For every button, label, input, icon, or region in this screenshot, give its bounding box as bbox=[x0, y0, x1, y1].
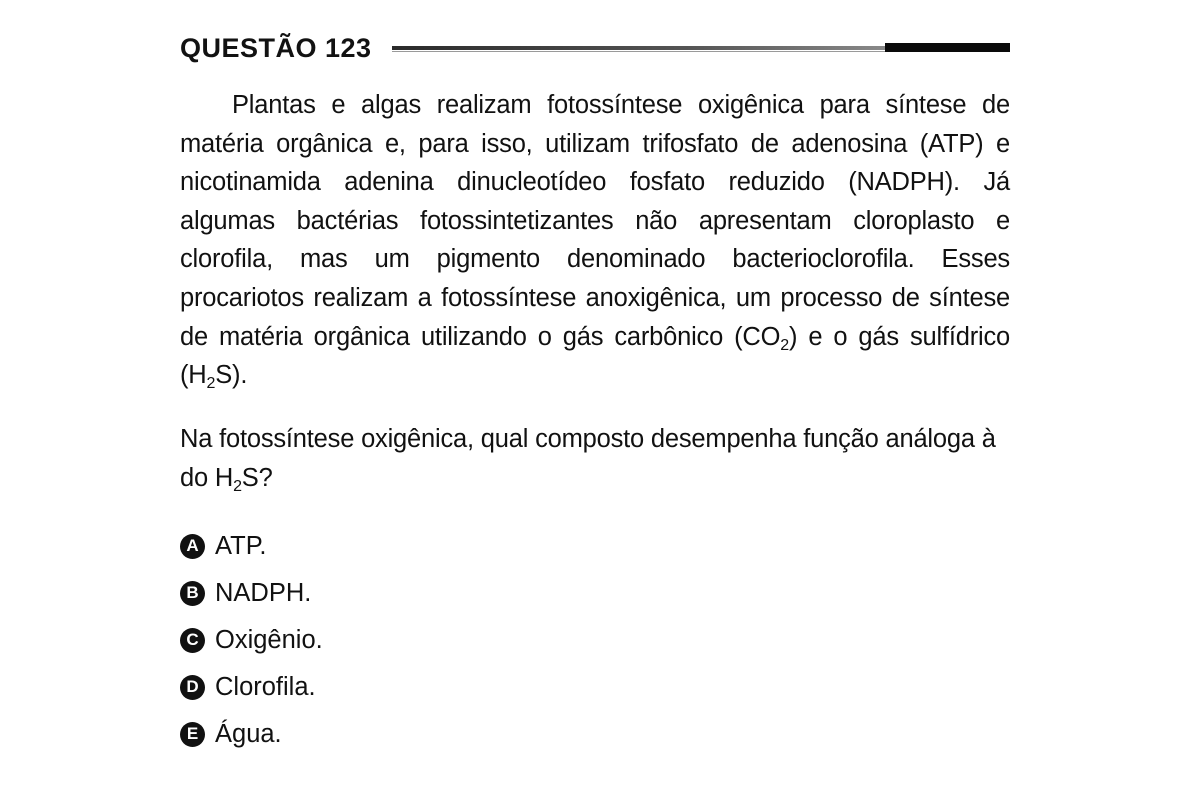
option-e-letter-badge: E bbox=[180, 722, 205, 747]
option-c-letter-badge: C bbox=[180, 628, 205, 653]
subscript-question-h2s: 2 bbox=[233, 477, 242, 495]
question-text-2: S? bbox=[241, 463, 273, 492]
paragraph-text-2: ) e o gás sulfídrico (H bbox=[180, 322, 1010, 390]
option-d-text: Clorofila. bbox=[215, 672, 316, 701]
subscript-h2s: 2 bbox=[206, 375, 216, 393]
option-a-text: ATP. bbox=[215, 531, 267, 560]
header-rule bbox=[392, 41, 1010, 55]
subscript-co2: 2 bbox=[780, 336, 789, 354]
option-b[interactable] bbox=[180, 570, 1010, 617]
option-c-text: Oxigênio. bbox=[215, 625, 323, 654]
option-b-letter-badge: B bbox=[180, 581, 205, 606]
option-c[interactable] bbox=[180, 617, 1010, 664]
header-rule-thin bbox=[392, 46, 890, 50]
exam-question bbox=[180, 28, 1010, 788]
option-a-letter-badge: A bbox=[180, 534, 205, 559]
answer-options bbox=[180, 523, 1010, 758]
option-e[interactable] bbox=[180, 711, 1010, 758]
question-header bbox=[180, 28, 1010, 68]
header-rule-thin-underline bbox=[392, 51, 890, 52]
question-title: QUESTÃO 123 bbox=[180, 32, 372, 63]
option-b-text: NADPH. bbox=[215, 578, 312, 607]
question-text-1: Na fotossíntese oxigênica, qual composto desempenha função análoga à do H bbox=[180, 425, 996, 492]
question-prompt bbox=[180, 420, 1010, 497]
paragraph-text-3: S). bbox=[215, 361, 248, 390]
option-a[interactable] bbox=[180, 523, 1010, 570]
header-rule-thick bbox=[885, 43, 1010, 52]
option-d-letter-badge: D bbox=[180, 675, 205, 700]
option-d[interactable] bbox=[180, 664, 1010, 711]
question-stem-paragraph bbox=[180, 86, 1010, 395]
paragraph-text-1: Plantas e algas realizam fotossíntese oxigênica para síntese de matéria orgânica e, para isso, utilizam trifosfato de adenosina (ATP) e nicotinamida adenina dinucleotídeo fosfato reduzido (NADPH). Já algumas bactérias fotossintetizantes não apresentam cloroplasto e clorofila, mas um pigmento denominado bacterioclorofila. Esses procariotos realizam a fotossíntese anoxigênica, um processo de síntese de matéria orgânica utilizando o gás carbônico (CO bbox=[180, 91, 1010, 351]
option-e-text: Água. bbox=[215, 719, 282, 748]
